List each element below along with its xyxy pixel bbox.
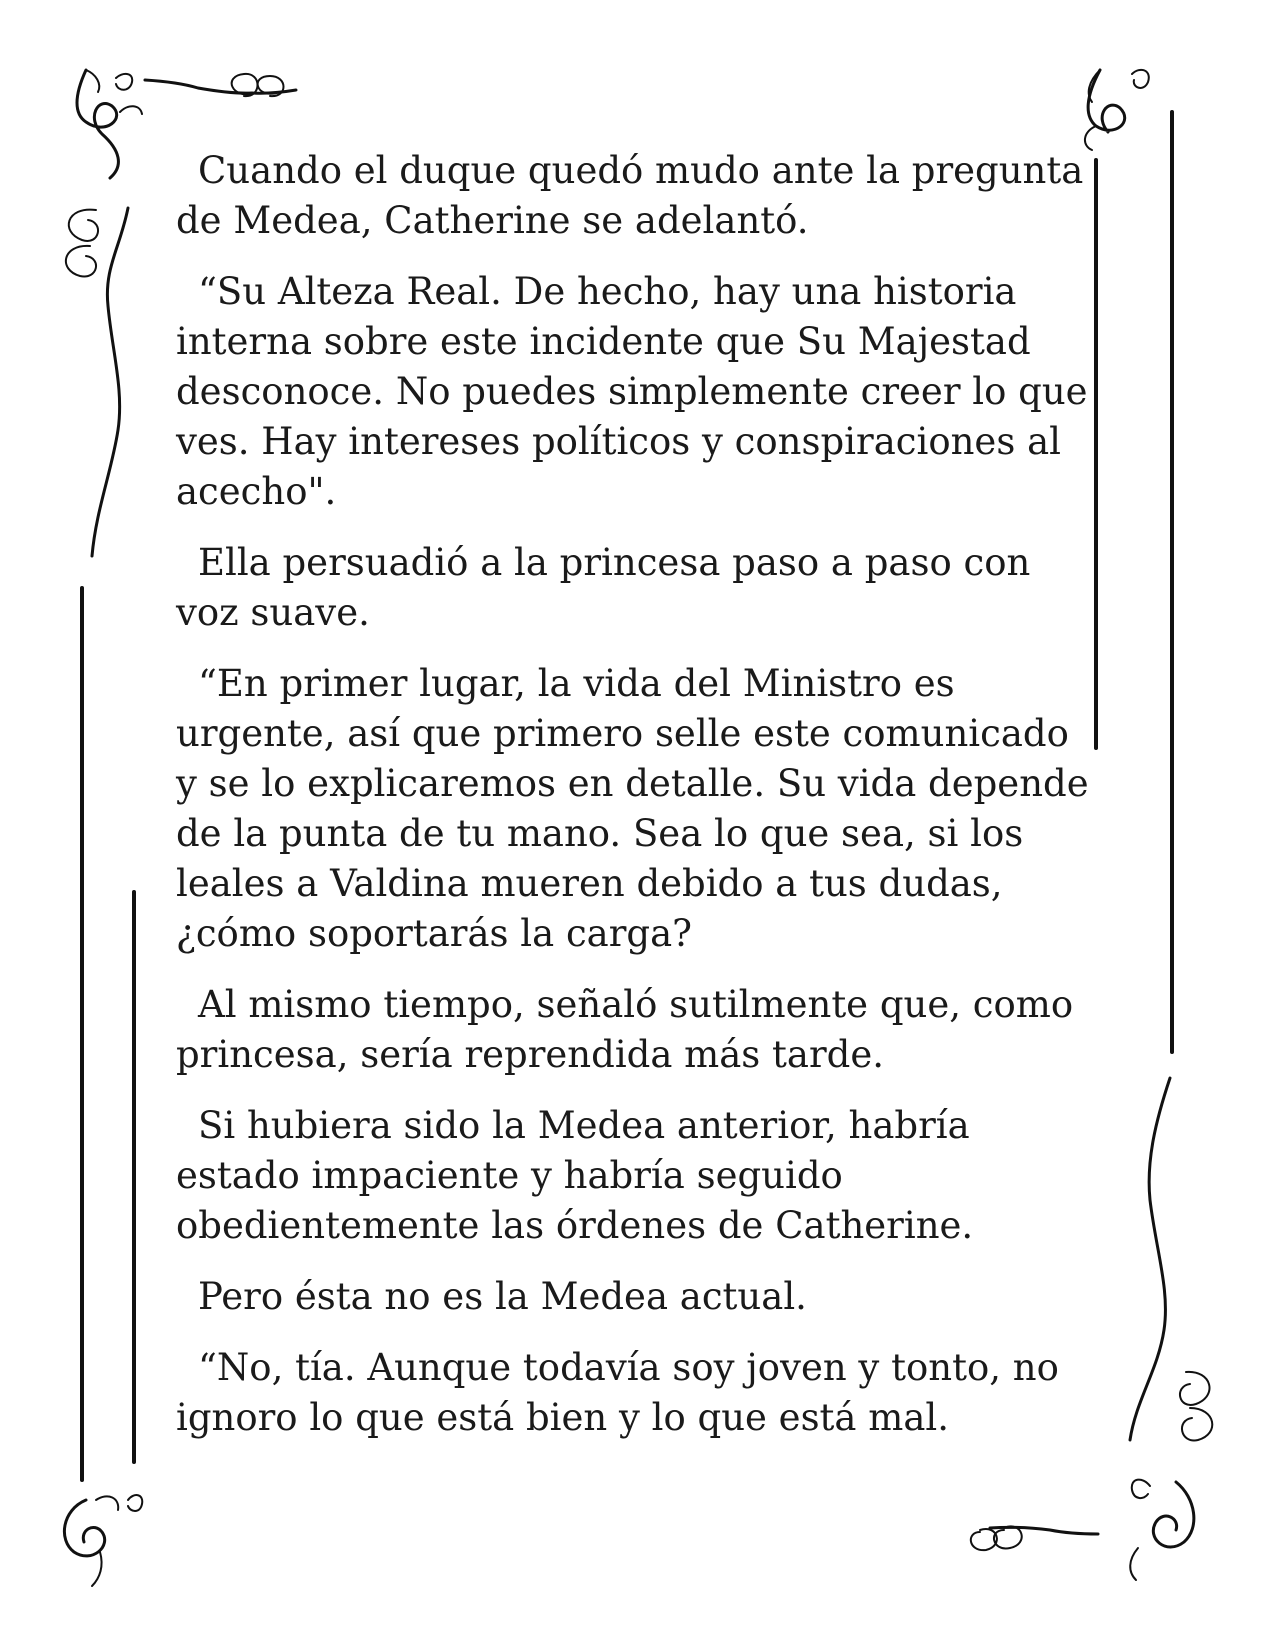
left-scroll-curls bbox=[66, 210, 98, 277]
paragraph: “En primer lugar, la vida del Ministro es urgente, así que primero selle este comunicado y se lo explicaremos en detalle. Su vida depende de la punta de tu mano. Sea lo que sea, si los leales a Valdina mueren debido a tus dudas, ¿cómo soportarás la carga? bbox=[176, 662, 1089, 955]
right-wavy-stroke bbox=[1130, 1078, 1170, 1440]
paragraph: “No, tía. Aunque todavía soy joven y tonto, no ignoro lo que está bien y lo que está mal. bbox=[176, 1346, 1059, 1439]
bottom-left-flourish bbox=[64, 1495, 142, 1586]
story-text bbox=[176, 146, 1096, 1464]
paragraph: Al mismo tiempo, señaló sutilmente que, como princesa, sería reprendida más tarde. bbox=[176, 983, 1074, 1076]
left-wavy-stroke bbox=[92, 208, 128, 556]
right-scroll-curls bbox=[1180, 1372, 1212, 1441]
bottom-right-flourish bbox=[971, 1480, 1194, 1580]
paragraph: Si hubiera sido la Medea anterior, habría estado impaciente y habría seguido obedientemente las órdenes de Catherine. bbox=[176, 1104, 974, 1247]
paragraph: Ella persuadió a la princesa paso a paso con voz suave. bbox=[176, 541, 1031, 634]
top-right-flourish bbox=[1085, 70, 1149, 150]
paragraph: Cuando el duque quedó mudo ante la pregunta de Medea, Catherine se adelantó. bbox=[176, 149, 1084, 242]
paragraph: “Su Alteza Real. De hecho, hay una historia interna sobre este incidente que Su Majestad desconoce. No puedes simplemente creer lo que ves. Hay intereses políticos y conspiraciones al acecho". bbox=[176, 270, 1088, 513]
paragraph: Pero ésta no es la Medea actual. bbox=[198, 1275, 807, 1318]
